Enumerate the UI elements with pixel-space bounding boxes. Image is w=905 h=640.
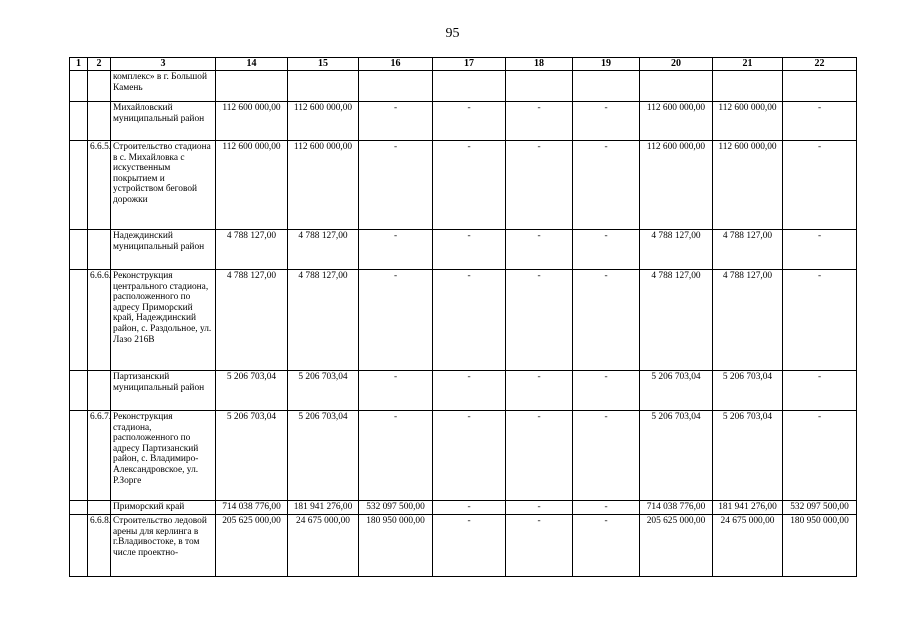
row-value: - [359,371,433,411]
row-blank-cell [70,270,88,371]
header-cell: 1 [70,58,88,71]
row-value: 180 950 000,00 [359,515,433,577]
row-value: - [783,141,857,230]
row-code: 6.6.8. [88,515,111,577]
header-cell: 21 [713,58,783,71]
row-value: - [433,371,506,411]
row-code [88,501,111,515]
row-value: - [573,270,640,371]
table-row [70,501,857,515]
row-value: - [783,102,857,141]
row-value: - [573,141,640,230]
table-row [70,141,857,230]
row-value: - [433,102,506,141]
table-row [70,371,857,411]
row-value: - [506,230,573,270]
header-cell: 19 [573,58,640,71]
row-code: 6.6.7. [88,411,111,501]
header-cell: 3 [111,58,216,71]
row-value: - [359,270,433,371]
row-value: - [506,501,573,515]
row-value [359,71,433,102]
page-number: 95 [445,26,460,41]
row-value [288,71,359,102]
row-value: - [433,411,506,501]
table-row [70,71,857,102]
row-name: Реконструкция центрального стадиона, расположенного по адресу Приморский край, Надеждинский район, с. Раздольное, ул. Лазо 216В [111,270,216,371]
row-blank-cell [70,411,88,501]
row-value: 5 206 703,04 [713,411,783,501]
table-row [70,102,857,141]
header-cell: 22 [783,58,857,71]
row-value: 5 206 703,04 [288,411,359,501]
row-name: Строительство стадиона в с. Михайловка с искуственным покрытием и устройством беговой дорожки [111,141,216,230]
row-blank-cell [70,141,88,230]
row-value: - [783,230,857,270]
row-value: 112 600 000,00 [288,141,359,230]
row-value: - [506,411,573,501]
row-name: Реконструкция стадиона, расположенного по адресу Партизанский район, с. Владимиро-Александровское, ул. Р.Зорге [111,411,216,501]
row-value: - [433,230,506,270]
row-value: 4 788 127,00 [216,270,288,371]
row-value [506,71,573,102]
row-value: 532 097 500,00 [359,501,433,515]
row-name: комплекс» в г. Большой Камень [111,71,216,102]
row-value: - [433,141,506,230]
row-value [640,71,713,102]
row-value [783,71,857,102]
row-code [88,102,111,141]
row-value: - [359,230,433,270]
row-value: 205 625 000,00 [216,515,288,577]
row-value: 4 788 127,00 [713,270,783,371]
row-value: - [783,270,857,371]
row-value: 24 675 000,00 [288,515,359,577]
row-value: - [506,141,573,230]
row-value: - [506,102,573,141]
row-value: 112 600 000,00 [640,102,713,141]
row-value: - [433,515,506,577]
row-value: 4 788 127,00 [216,230,288,270]
row-blank-cell [70,102,88,141]
row-value: 4 788 127,00 [640,270,713,371]
header-cell: 18 [506,58,573,71]
row-name: Строительство ледовой арены для керлинга в г.Владивостоке, в том числе проектно- [111,515,216,577]
row-value: - [783,371,857,411]
header-row [70,58,857,71]
row-value: 5 206 703,04 [216,411,288,501]
row-value: 532 097 500,00 [783,501,857,515]
row-code [88,371,111,411]
row-name: Приморский край [111,501,216,515]
row-value: - [506,515,573,577]
row-value: 181 941 276,00 [713,501,783,515]
row-value: 24 675 000,00 [713,515,783,577]
row-value: - [433,270,506,371]
table-row [70,411,857,501]
row-name: Михайловский муниципальный район [111,102,216,141]
table-row [70,230,857,270]
row-value: - [573,371,640,411]
row-value [573,71,640,102]
row-value: 5 206 703,04 [216,371,288,411]
row-value: 112 600 000,00 [640,141,713,230]
table-row [70,515,857,577]
row-blank-cell [70,515,88,577]
row-code [88,71,111,102]
header-cell: 14 [216,58,288,71]
row-code [88,230,111,270]
row-value: - [783,411,857,501]
row-value: 180 950 000,00 [783,515,857,577]
table-row [70,270,857,371]
row-value: 4 788 127,00 [640,230,713,270]
row-code: 6.6.5. [88,141,111,230]
row-value: - [359,411,433,501]
row-value: - [573,411,640,501]
row-value: - [359,102,433,141]
row-value: - [573,515,640,577]
header-cell: 20 [640,58,713,71]
row-value: - [573,102,640,141]
row-value: 112 600 000,00 [216,141,288,230]
header-cell: 17 [433,58,506,71]
row-blank-cell [70,71,88,102]
row-value: - [573,230,640,270]
row-value: - [359,141,433,230]
row-blank-cell [70,230,88,270]
row-value: - [433,501,506,515]
row-value [713,71,783,102]
row-value [216,71,288,102]
row-value: 714 038 776,00 [640,501,713,515]
row-blank-cell [70,501,88,515]
row-value: 5 206 703,04 [288,371,359,411]
row-value: - [506,270,573,371]
row-value [433,71,506,102]
row-value: 5 206 703,04 [640,371,713,411]
row-blank-cell [70,371,88,411]
row-value: 112 600 000,00 [713,141,783,230]
header-cell: 15 [288,58,359,71]
row-value: 112 600 000,00 [713,102,783,141]
row-value: 205 625 000,00 [640,515,713,577]
row-name: Надеждинский муниципальный район [111,230,216,270]
row-value: 4 788 127,00 [713,230,783,270]
row-value: 4 788 127,00 [288,230,359,270]
row-value: - [506,371,573,411]
row-value: 714 038 776,00 [216,501,288,515]
row-name: Партизанский муниципальный район [111,371,216,411]
row-value: 112 600 000,00 [288,102,359,141]
row-code: 6.6.6. [88,270,111,371]
header-cell: 2 [88,58,111,71]
row-value: 4 788 127,00 [288,270,359,371]
row-value: 5 206 703,04 [713,371,783,411]
row-value: - [573,501,640,515]
budget-table [69,57,857,577]
header-cell: 16 [359,58,433,71]
row-value: 112 600 000,00 [216,102,288,141]
row-value: 5 206 703,04 [640,411,713,501]
row-value: 181 941 276,00 [288,501,359,515]
